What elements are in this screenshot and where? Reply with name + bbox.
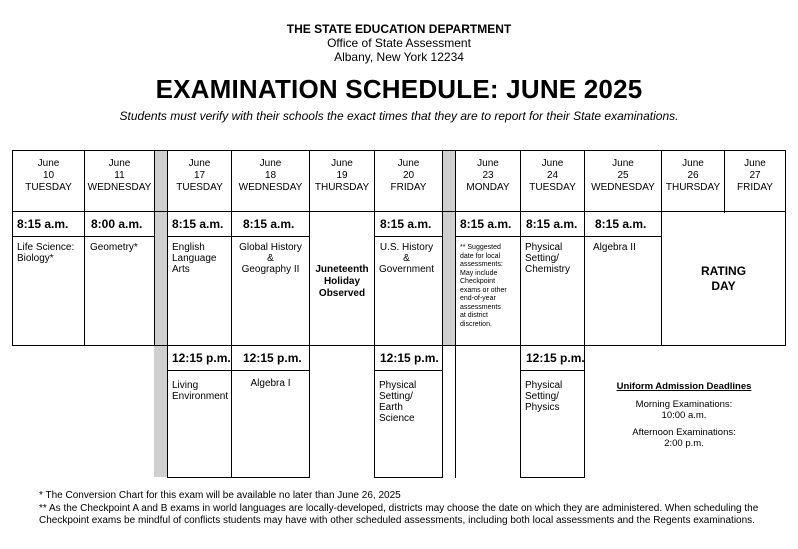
afternoon-exam: Physical Setting/ Earth Science [379,380,417,424]
grid-line [520,150,521,478]
afternoon-time: 12:15 p.m. [526,351,585,365]
grid-line [167,370,310,371]
day-weekday: TUESDAY [176,182,223,193]
day-weekday: WEDNESDAY [238,182,303,193]
grid-line [374,236,442,237]
day-header [13,158,84,194]
day-number: 27 [749,170,761,181]
grid-line [455,150,456,478]
grid-line [12,236,154,237]
morning-time: 8:15 a.m. [172,217,224,231]
juneteenth-holiday: Juneteenth Holiday Observed [315,264,369,299]
grid-line [785,150,786,346]
day-month: June [397,158,420,169]
day-number: 18 [264,170,277,181]
grid-line [231,150,232,478]
grid-line [12,345,786,346]
afternoon-deadline-label: Afternoon Examinations: [632,427,736,438]
grid-line [442,150,443,478]
morning-exam: Algebra II [593,242,636,253]
day-header [310,158,374,194]
morning-exam: English Language Arts [172,242,217,275]
footnote-checkpoint-exams: ** As the Checkpoint A and B exams in world languages are locally-developed, districts may choose the date on which they are administered. When scheduling the Checkpoint exams be mindful of conflicts students may have with other scheduled assessments, including both local assessments and the Regents examinations. [39,503,759,526]
grid-line [374,370,442,371]
office-address: Albany, New York 12234 [334,50,464,64]
afternoon-deadline-time: 2:00 p.m. [664,438,704,449]
grid-line [167,477,310,478]
afternoon-exam: Physical Setting/ Physics [525,380,563,413]
day-month: June [108,158,131,169]
office-name: Office of State Assessment [327,36,471,50]
page-title: EXAMINATION SCHEDULE: JUNE 2025 [155,74,643,104]
afternoon-time: 12:15 p.m. [380,351,439,365]
day-header [232,158,309,194]
day-weekday: TUESDAY [529,182,576,193]
morning-time: 8:15 a.m. [595,217,647,231]
day-weekday: FRIDAY [737,182,773,193]
footnote-conversion-chart: * The Conversion Chart for this exam will be available no later than June 26, 2025 [39,490,401,501]
local-assessment-note: ** Suggested date for local assessments: May include Checkpoint exams or other end-of-year assessments at district discretion. [460,244,507,328]
day-weekday: TUESDAY [25,182,72,193]
day-header [456,158,520,194]
afternoon-exam: Algebra I [250,378,291,389]
day-month: June [259,158,282,169]
page-subtitle: Students must verify with their schools the exact times that they are to report for their State examinations. [119,109,679,123]
day-number: 25 [617,170,629,181]
day-weekday: WEDNESDAY [591,182,655,193]
day-weekday: FRIDAY [390,182,427,193]
day-header [585,158,661,194]
day-month: June [541,158,564,169]
afternoon-time: 12:15 p.m. [243,351,302,365]
week-separator [154,151,167,477]
morning-time: 8:15 a.m. [460,217,512,231]
admission-deadlines-title: Uniform Admission Deadlines [616,381,752,392]
afternoon-time: 12:15 p.m. [172,351,231,365]
morning-exam: Global History & Geography II [239,242,302,275]
grid-line [455,236,661,237]
day-number: 24 [546,170,559,181]
grid-line [154,150,155,346]
day-header [725,158,785,194]
department-name: THE STATE EDUCATION DEPARTMENT [286,22,512,36]
grid-line [167,236,310,237]
morning-deadline-label: Morning Examinations: [635,399,733,410]
day-number: 20 [402,170,415,181]
day-number: 26 [687,170,699,181]
day-weekday: MONDAY [466,182,510,193]
day-number: 19 [336,170,348,181]
week-separator [442,151,455,345]
morning-deadline-time: 10:00 a.m. [661,410,707,421]
day-header [521,158,584,194]
day-header [168,158,231,194]
afternoon-exam: Living Environment [172,380,229,402]
grid-line [309,150,310,478]
day-month: June [331,158,353,169]
morning-time: 8:15 a.m. [243,217,295,231]
rating-day: RATING DAY [700,264,747,293]
day-month: June [477,158,499,169]
grid-line [374,150,375,478]
grid-line [520,477,584,478]
morning-exam: Geometry* [90,242,138,253]
grid-line [520,370,584,371]
day-number: 10 [42,170,55,181]
grid-line [12,150,786,151]
day-header [85,158,154,194]
grid-line [167,150,168,478]
day-number: 23 [482,170,494,181]
morning-time: 8:15 a.m. [17,217,69,231]
grid-line [12,211,786,212]
day-month: June [37,158,60,169]
morning-exam: U.S. History & Government [378,242,435,275]
day-weekday: THURSDAY [665,182,721,193]
day-month: June [188,158,211,169]
morning-exam: Life Science: Biology* [17,242,75,264]
day-header [375,158,442,194]
day-number: 11 [114,170,125,181]
morning-time: 8:00 a.m. [91,217,143,231]
day-month: June [682,158,704,169]
morning-exam: Physical Setting/ Chemistry [525,242,571,275]
day-month: June [612,158,634,169]
morning-time: 8:15 a.m. [380,217,432,231]
morning-time: 8:15 a.m. [526,217,578,231]
day-weekday: WEDNESDAY [87,182,152,193]
day-weekday: THURSDAY [314,182,370,193]
day-header [662,158,724,194]
grid-line [374,477,442,478]
day-month: June [744,158,766,169]
day-number: 17 [193,170,206,181]
